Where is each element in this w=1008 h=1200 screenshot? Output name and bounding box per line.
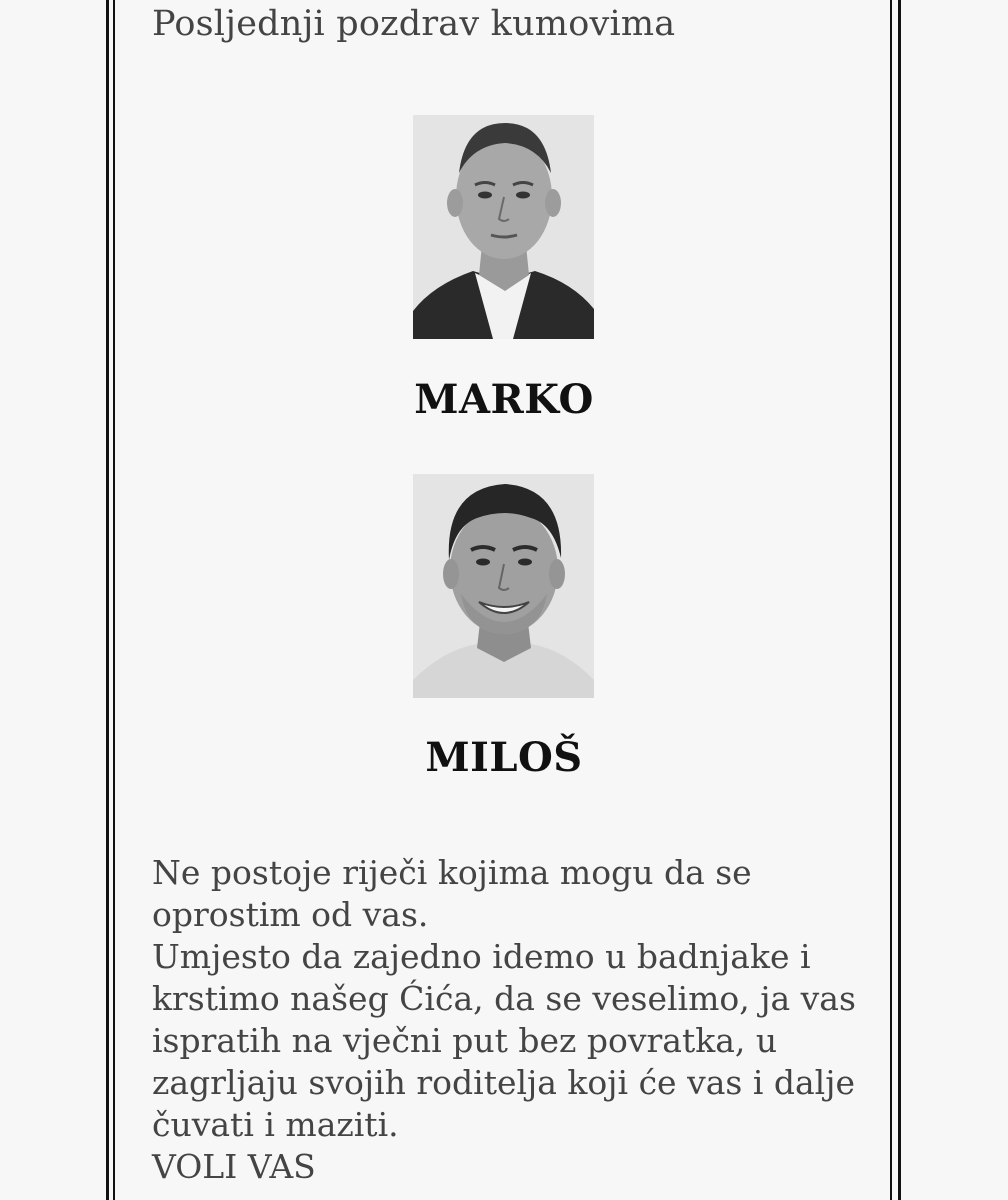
message-line: Ne postoje riječi kojima mogu da se — [152, 853, 752, 892]
farewell-message — [152, 852, 872, 1188]
notice-heading: Posljednji pozdrav kumovima — [152, 4, 676, 44]
message-line: Umjesto da zajedno idemo u badnjake i — [152, 937, 811, 976]
message-line: oprostim od vas. — [152, 895, 429, 934]
message-line: VOLI VAS — [152, 1147, 316, 1186]
portrait-photo-milos — [413, 474, 594, 698]
portrait-photo-marko — [413, 115, 594, 339]
person-name-marko: MARKO — [414, 376, 594, 423]
message-line: čuvati i maziti. — [152, 1105, 399, 1144]
person-name-milos: MILOŠ — [425, 734, 583, 781]
message-line: ispratih na vječni put bez povratka, u — [152, 1021, 778, 1060]
message-line: zagrljaju svojih roditelja koji će vas i dalje — [152, 1063, 855, 1102]
message-line: krstimo našeg Ćića, da se veselimo, ja vas — [152, 979, 856, 1018]
